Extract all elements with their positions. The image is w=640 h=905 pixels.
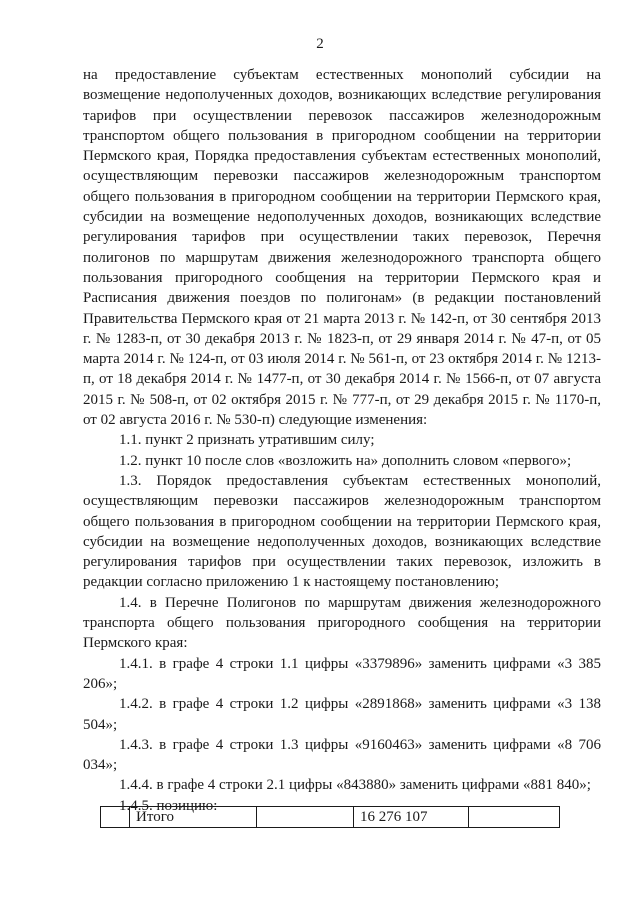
table-cell-value: 16 276 107	[354, 807, 469, 828]
intro-paragraph: на предоставление субъектам естественных монополий субсидии на возмещение недополученных доходов, возникающих вследствие регулирования тарифов при осуществлении перевозок пассажиров железнодорожным транспортом общего пользования в пригородном сообщении на территории Пермского края, Порядка предоставления субъектам естественных монополий, осуществляющим перевозки пассажиров железнодорожным транспортом общего пользования в пригородном сообщении на территории Пермского края, субсидии на возмещение недополученных доходов, возникающих вследствие регулирования тарифов при осуществлении таких перевозок, Перечня полигонов по маршрутам движения железнодорожного транспорта общего пользования пригородного сообщения на территории Пермского края и Расписания движения поездов по полигонам» (в редакции постановлений Правительства Пермского края от 21 марта 2013 г. № 142-п, от 30 сентября 2013 г. № 1283-п, от 30 декабря 2013 г. № 1823-п, от 29 января 2014 г. № 47-п, от 05 марта 2014 г. № 124-п, от 03 июля 2014 г. № 561-п, от 23 октября 2014 г. № 1213-п, от 18 декабря 2014 г. № 1477-п, от 30 декабря 2014 г. № 1566-п, от 07 августа 2015 г. № 508-п, от 02 октября 2015 г. № 777-п, от 29 декабря 2015 г. № 1170-п, от 02 августа 2016 г. № 530-п) следующие изменения:	[83, 67, 601, 429]
item-1-4-3: 1.4.3. в графе 4 строки 1.3 цифры «9160463» заменить цифрами «8 706 034»;	[83, 736, 601, 774]
item-1-4-2: 1.4.2. в графе 4 строки 1.2 цифры «2891868» заменить цифрами «3 138 504»;	[83, 696, 601, 733]
document-body	[83, 65, 601, 816]
table-cell-3	[257, 807, 354, 828]
table-row	[101, 807, 560, 828]
table-cell-5	[469, 807, 560, 828]
total-position-table	[100, 806, 560, 828]
table-cell-label: Итого	[130, 807, 257, 828]
page-number: 2	[316, 36, 324, 52]
item-1-4-5: 1.4.5. позицию:	[119, 797, 218, 814]
item-1-3: 1.3. Порядок предоставления субъектам естественных монополий, осуществляющим перевозки пассажиров железнодорожным транспортом общего пользования в пригородном сообщении на территории Пермского края, субсидии на возмещение недополученных доходов, возникающих вследствие регулирования тарифов при осуществлении таких перевозок, изложить в редакции согласно приложению 1 к настоящему постановлению;	[83, 472, 601, 591]
table-cell-1	[101, 807, 130, 828]
item-1-4: 1.4. в Перечне Полигонов по маршрутам движения железнодорожного транспорта общего пользования пригородного сообщения на территории Пермского края:	[83, 594, 601, 652]
item-1-2: 1.2. пункт 10 после слов «возложить на» дополнить словом «первого»;	[119, 452, 572, 469]
item-1-4-4: 1.4.4. в графе 4 строки 2.1 цифры «843880» заменить цифрами «881 840»;	[119, 777, 591, 794]
item-1-4-1: 1.4.1. в графе 4 строки 1.1 цифры «3379896» заменить цифрами «3 385 206»;	[83, 655, 601, 692]
item-1-1: 1.1. пункт 2 признать утратившим силу;	[119, 432, 375, 449]
